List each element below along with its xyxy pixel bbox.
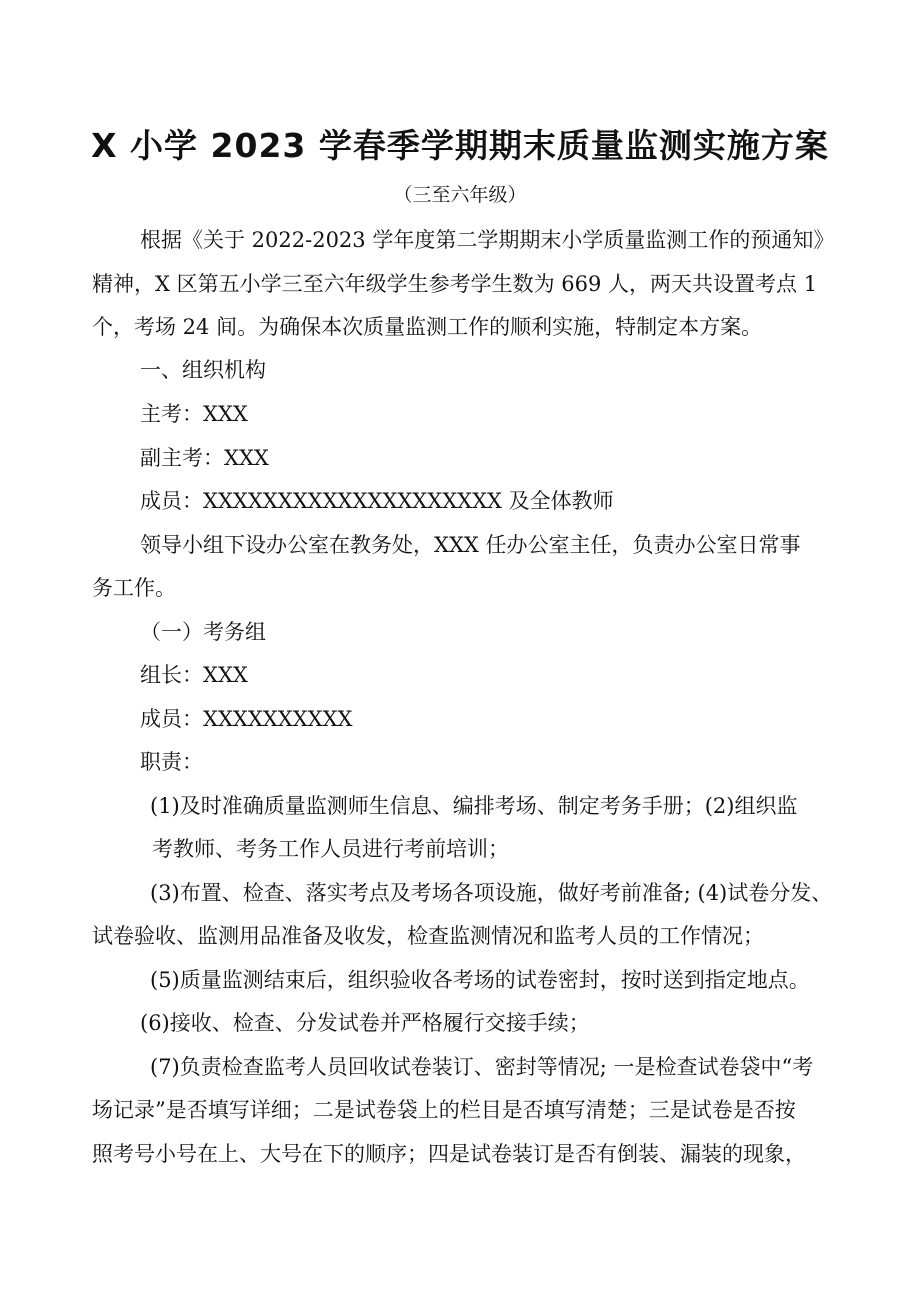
members-line: 成员：XXXXXXXXXXXXXXXXXXXX 及全体教师 (140, 489, 614, 513)
duty-item-3-line-2: 试卷验收、监测用品准备及收发，检查监测情况和监考人员的工作情况； (92, 924, 764, 948)
document-title: X 小学 2023 学春季学期期末质量监测实施方案 (91, 126, 829, 165)
duty-item-1-line-1: (1)及时准确质量监测师生信息、编排考场、制定考务手册；(2)组织监 (150, 794, 798, 818)
duty-item-6: (6)接收、检查、分发试卷并严格履行交接手续； (140, 1011, 590, 1035)
duty-item-7-line-2: 场记录”是否填写详细；二是试卷袋上的栏目是否填写清楚；三是试卷是否按 (92, 1098, 796, 1122)
duty-item-1-line-2: 考教师、考务工作人员进行考前培训； (152, 837, 509, 861)
duty-item-3-line-1: (3)布置、检查、落实考点及考场各项设施，做好考前准备; (4)试卷分发、 (150, 881, 833, 905)
document-subtitle: （三至六年级） (393, 184, 527, 206)
duty-item-7-line-1: (7)负责检查监考人员回收试卷装订、密封等情况; 一是检查试卷袋中“考 (150, 1055, 814, 1079)
office-paragraph-line-1: 领导小组下设办公室在教务处，XXX 任办公室主任，负责办公室日常事 (140, 533, 801, 557)
duty-item-5: (5)质量监测结束后，组织验收各考场的试卷密封，按时送到指定地点。 (150, 968, 810, 992)
duties-label: 职责： (140, 750, 203, 774)
paragraph-intro-line-1: 根据《关于 2022-2023 学年度第二学期期末小学质量监测工作的预通知》 (140, 228, 835, 252)
group-leader-line: 组长：XXX (140, 663, 248, 687)
duty-item-7-line-3: 照考号小号在上、大号在下的顺序；四是试卷装订是否有倒装、漏装的现象， (92, 1142, 806, 1166)
section-heading-organization: 一、组织机构 (140, 358, 266, 382)
office-paragraph-line-2: 务工作。 (92, 576, 176, 600)
subsection-heading-exam-affairs: （一）考务组 (140, 620, 266, 644)
deputy-examiner-line: 副主考：XXX (140, 446, 269, 470)
chief-examiner-line: 主考：XXX (140, 402, 248, 426)
paragraph-intro-line-3: 个，考场 24 间。为确保本次质量监测工作的顺利实施，特制定本方案。 (92, 315, 763, 339)
group-members-line: 成员：XXXXXXXXXX (140, 707, 353, 731)
paragraph-intro-line-2: 精神，X 区第五小学三至六年级学生参考学生数为 669 人，两天共设置考点 1 (92, 272, 818, 296)
